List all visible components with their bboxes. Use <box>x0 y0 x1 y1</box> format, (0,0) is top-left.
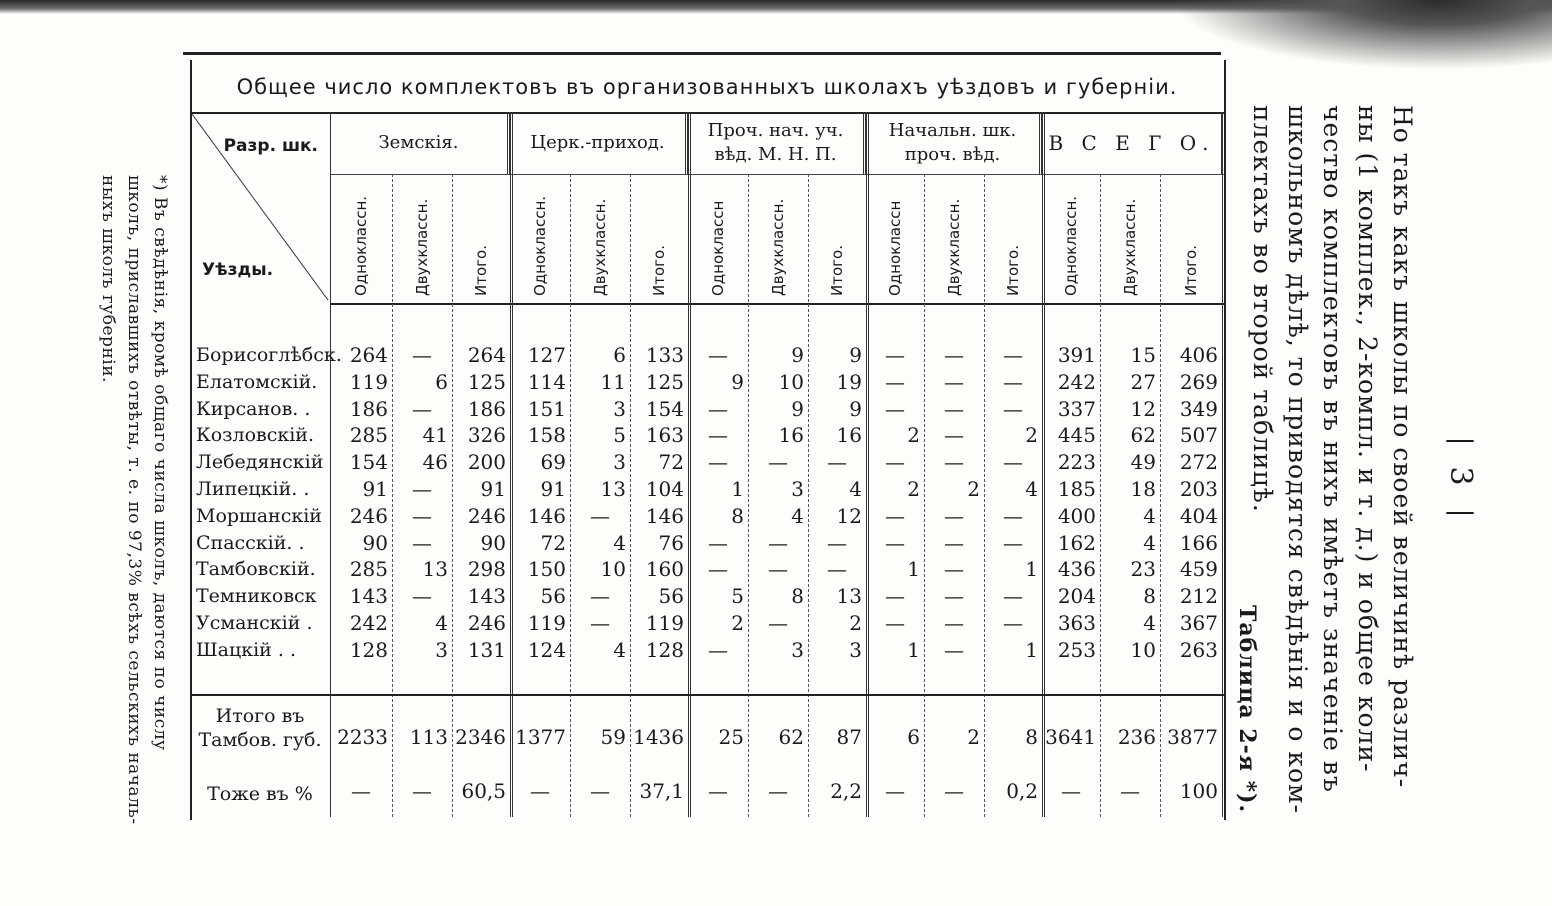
percent-cell: — <box>768 779 788 803</box>
table-cell: 4 <box>1143 611 1156 635</box>
column-rule <box>1222 112 1223 817</box>
table-cell: — <box>944 423 964 447</box>
subcolumn-label: Итого. <box>472 245 490 296</box>
table-cell: — <box>944 611 964 635</box>
table-cell: 10 <box>1130 638 1156 662</box>
table-cell: — <box>885 504 905 528</box>
table-cell: 404 <box>1179 504 1218 528</box>
table-cell: 162 <box>1057 531 1096 555</box>
body-line-3: чество комплектовъ въ нихъ имѣетъ значеніе въ <box>1318 105 1347 793</box>
total-cell: 62 <box>778 725 804 749</box>
percent-cell: 100 <box>1179 779 1218 803</box>
table-cell: — <box>768 531 788 555</box>
table-cell: 5 <box>613 423 626 447</box>
table-cell: 128 <box>645 638 684 662</box>
table-cell: 3 <box>849 638 862 662</box>
district-name: Козловскій. <box>196 424 315 446</box>
table-cell: 166 <box>1179 531 1218 555</box>
subcolumn-label: Двухклассн. <box>413 198 431 296</box>
table-cell: 186 <box>467 397 506 421</box>
table-cell: 146 <box>527 504 566 528</box>
table-cell: 76 <box>658 531 684 555</box>
table-cell: 186 <box>349 397 388 421</box>
table-cell: 4 <box>791 504 804 528</box>
table-cell: 154 <box>349 450 388 474</box>
table-cell: 326 <box>467 423 506 447</box>
table-cell: 3 <box>613 450 626 474</box>
table-caption: Таблица 2-я *). <box>1234 605 1260 814</box>
subcolumn-label: Итого. <box>1182 245 1200 296</box>
district-name: Шацкій . . <box>196 639 297 661</box>
table-cell: 349 <box>1179 397 1218 421</box>
table-cell: 9 <box>731 370 744 394</box>
table-cell: 263 <box>1179 638 1218 662</box>
table-cell: 391 <box>1057 343 1096 367</box>
table-cell: 9 <box>791 343 804 367</box>
table-cell: — <box>885 611 905 635</box>
table-cell: 272 <box>1179 450 1218 474</box>
table-cell: 242 <box>1057 370 1096 394</box>
district-name: Кирсанов. . <box>196 398 311 420</box>
table-cell: — <box>944 343 964 367</box>
table-cell: 125 <box>467 370 506 394</box>
table-cell: — <box>944 397 964 421</box>
table-cell: 10 <box>778 370 804 394</box>
table-cell: — <box>708 343 728 367</box>
subcolumn-label: Двухклассн. <box>769 198 787 296</box>
table-cell: 128 <box>349 638 388 662</box>
body-line-5: плектахъ во второй таблицѣ. <box>1248 105 1277 513</box>
table-cell: 6 <box>613 343 626 367</box>
table-cell: 246 <box>467 504 506 528</box>
table-cell: 18 <box>1130 477 1156 501</box>
percent-cell: 60,5 <box>461 779 506 803</box>
table-cell: 6 <box>435 370 448 394</box>
table-cell: — <box>708 397 728 421</box>
table-cell: 56 <box>540 584 566 608</box>
table-cell: 90 <box>362 531 388 555</box>
table-cell: — <box>1003 397 1023 421</box>
table-cell: 150 <box>527 557 566 581</box>
subcolumn-header <box>630 174 688 302</box>
table-cell: 1 <box>1025 638 1038 662</box>
table-cell: — <box>590 611 610 635</box>
table-cell: 23 <box>1130 557 1156 581</box>
group-header: Проч. нач. уч. вѣд. М. Н. П. <box>688 112 866 174</box>
table-cell: 158 <box>527 423 566 447</box>
table-cell: 203 <box>1179 477 1218 501</box>
table-cell: — <box>885 397 905 421</box>
table-cell: 3 <box>613 397 626 421</box>
subcolumn-label: Итого. <box>828 245 846 296</box>
percent-cell: — <box>708 779 728 803</box>
table-cell: — <box>1003 504 1023 528</box>
table-cell: — <box>412 531 432 555</box>
total-cell: 59 <box>600 725 626 749</box>
subcolumn-label: Одноклассн. <box>1062 195 1080 296</box>
table-cell: 119 <box>645 611 684 635</box>
table-cell: 27 <box>1130 370 1156 394</box>
table-cell: 4 <box>435 611 448 635</box>
table-cell: — <box>1003 584 1023 608</box>
table-cell: 367 <box>1179 611 1218 635</box>
table-cell: 264 <box>467 343 506 367</box>
table-corner <box>190 112 330 302</box>
table-cell: — <box>1003 343 1023 367</box>
percent-cell: — <box>885 779 905 803</box>
table-cell: — <box>944 638 964 662</box>
subcolumn-header <box>924 174 984 302</box>
table-cell: 285 <box>349 423 388 447</box>
district-name: Моршанскій <box>196 505 322 527</box>
page-number: — 3 — <box>1443 422 1478 529</box>
subcolumn-header <box>808 174 866 302</box>
table-cell: 119 <box>349 370 388 394</box>
district-name: Темниковск <box>196 585 317 607</box>
total-cell: 8 <box>1025 725 1038 749</box>
table-cell: 436 <box>1057 557 1096 581</box>
totals-rule <box>190 694 1224 696</box>
table-cell: 91 <box>480 477 506 501</box>
table-cell: 507 <box>1179 423 1218 447</box>
table-cell: — <box>944 504 964 528</box>
subcolumn-label: Двухклассн. <box>945 198 963 296</box>
body-line-2: ны (1 комплек., 2-компл. и т. д.) и общее коли- <box>1353 105 1382 773</box>
total-cell: 2233 <box>337 725 388 749</box>
percent-cell: — <box>1120 779 1140 803</box>
table-cell: 2 <box>1025 423 1038 447</box>
district-name: Липецкій. . <box>196 478 310 500</box>
table-cell: — <box>708 638 728 662</box>
table-cell: 125 <box>645 370 684 394</box>
table-cell: — <box>708 423 728 447</box>
subcolumn-label: Одноклассн. <box>352 195 370 296</box>
table-cell: — <box>1003 531 1023 555</box>
group-header: Земскія. <box>330 112 510 174</box>
table-cell: 4 <box>1143 531 1156 555</box>
percent-cell: 2,2 <box>830 779 862 803</box>
table-cell: — <box>1003 450 1023 474</box>
total-label-line-2: Тамбов. губ. <box>198 729 322 751</box>
subcolumn-label: Одноклассн. <box>531 195 549 296</box>
table-cell: 2 <box>907 477 920 501</box>
table-cell: 90 <box>480 531 506 555</box>
table-cell: 8 <box>791 584 804 608</box>
table-cell: 49 <box>1130 450 1156 474</box>
table-cell: — <box>768 611 788 635</box>
table-cell: 4 <box>849 477 862 501</box>
table-cell: 9 <box>791 397 804 421</box>
district-name: Тамбовскій. <box>196 558 316 580</box>
table-cell: 127 <box>527 343 566 367</box>
table-cell: 212 <box>1179 584 1218 608</box>
table-cell: 72 <box>540 531 566 555</box>
table-cell: 69 <box>540 450 566 474</box>
total-cell: 3877 <box>1167 725 1218 749</box>
table-cell: 3 <box>435 638 448 662</box>
table-cell: 143 <box>467 584 506 608</box>
table-top-rule <box>183 52 1221 55</box>
table-cell: 298 <box>467 557 506 581</box>
table-cell: — <box>412 504 432 528</box>
table-cell: 185 <box>1057 477 1096 501</box>
table-cell: 285 <box>349 557 388 581</box>
table-cell: 15 <box>1130 343 1156 367</box>
table-cell: 16 <box>836 423 862 447</box>
table-cell: 13 <box>836 584 862 608</box>
subcolumn-label: Итого. <box>1004 245 1022 296</box>
subcolumn-header <box>984 174 1042 302</box>
corner-label-category: Разр. шк. <box>223 136 318 156</box>
percent-cell: — <box>412 779 432 803</box>
table-cell: — <box>944 584 964 608</box>
total-cell: 1436 <box>633 725 684 749</box>
percent-cell: — <box>351 779 371 803</box>
table-cell: — <box>885 531 905 555</box>
table-cell: 11 <box>600 370 626 394</box>
table-cell: 9 <box>849 343 862 367</box>
percent-cell: 0,2 <box>1006 779 1038 803</box>
total-cell: 236 <box>1117 725 1156 749</box>
table-cell: 16 <box>778 423 804 447</box>
percent-label: Тоже въ % <box>207 783 313 805</box>
subcolumn-header <box>748 174 808 302</box>
table-cell: 9 <box>849 397 862 421</box>
table-cell: — <box>1003 370 1023 394</box>
table-cell: 154 <box>645 397 684 421</box>
table-cell: 363 <box>1057 611 1096 635</box>
subcolumn-header <box>510 174 570 302</box>
table-cell: 204 <box>1057 584 1096 608</box>
total-cell: 3641 <box>1045 725 1096 749</box>
body-line-1: Но такъ какъ школы по своей величинѣ различ- <box>1388 105 1417 789</box>
total-cell: 25 <box>718 725 744 749</box>
table-cell: — <box>885 584 905 608</box>
table-cell: — <box>1003 611 1023 635</box>
table-cell: — <box>412 584 432 608</box>
table-cell: 124 <box>527 638 566 662</box>
table-cell: 19 <box>836 370 862 394</box>
percent-cell: — <box>1061 779 1081 803</box>
table-cell: 337 <box>1057 397 1096 421</box>
table-cell: 8 <box>1143 584 1156 608</box>
subcolumn-header <box>452 174 510 302</box>
table-cell: 4 <box>1143 504 1156 528</box>
table-cell: — <box>590 504 610 528</box>
subcolumn-label: Одноклассн <box>709 200 727 296</box>
table-cell: 4 <box>613 531 626 555</box>
table-cell: 400 <box>1057 504 1096 528</box>
table-cell: 72 <box>658 450 684 474</box>
table-cell: — <box>768 557 788 581</box>
table-cell: 2 <box>907 423 920 447</box>
table-cell: — <box>768 450 788 474</box>
footnote-line-1: *) Въ свѣдѣнія, кромѣ общаго числа школъ, даются по числу <box>150 175 170 751</box>
table-cell: — <box>827 557 847 581</box>
table-cell: — <box>944 557 964 581</box>
table-cell: — <box>885 343 905 367</box>
total-cell: 6 <box>907 725 920 749</box>
table-cell: 13 <box>600 477 626 501</box>
table-cell: 200 <box>467 450 506 474</box>
table-cell: — <box>827 450 847 474</box>
table-cell: 133 <box>645 343 684 367</box>
subcolumn-label: Двухклассн. <box>1121 198 1139 296</box>
table-cell: 151 <box>527 397 566 421</box>
table-cell: 246 <box>467 611 506 635</box>
district-name: Усманскій . <box>196 612 313 634</box>
percent-cell: — <box>530 779 550 803</box>
subcolumn-header <box>570 174 630 302</box>
total-cell: 87 <box>836 725 862 749</box>
table-cell: — <box>708 557 728 581</box>
table-cell: 119 <box>527 611 566 635</box>
table-cell: 13 <box>422 557 448 581</box>
table-cell: 114 <box>527 370 566 394</box>
table-cell: — <box>708 531 728 555</box>
table-cell: 163 <box>645 423 684 447</box>
percent-cell: — <box>944 779 964 803</box>
body-line-4: школьномъ дѣлѣ, то приводятся свѣдѣнія и о ком- <box>1283 105 1312 814</box>
table-cell: 4 <box>613 638 626 662</box>
group-header: Церк.-приход. <box>510 112 688 174</box>
table-cell: — <box>885 370 905 394</box>
table-cell: — <box>708 450 728 474</box>
table-cell: 269 <box>1179 370 1218 394</box>
table-cell: — <box>944 450 964 474</box>
corner-label-district: Уѣзды. <box>202 260 274 280</box>
table-cell: — <box>944 531 964 555</box>
scan-corner-shadow <box>1172 0 1552 70</box>
footnote-line-3: ныхъ школъ губерніи. <box>98 175 118 383</box>
total-cell: 2346 <box>455 725 506 749</box>
table-cell: — <box>412 343 432 367</box>
subcolumn-label: Двухклассн. <box>591 198 609 296</box>
subcolumn-header <box>1160 174 1222 302</box>
table-cell: 160 <box>645 557 684 581</box>
district-name: Елатомскій. <box>196 371 318 393</box>
table-cell: 10 <box>600 557 626 581</box>
table-cell: 62 <box>1130 423 1156 447</box>
table-cell: 56 <box>658 584 684 608</box>
subcolumn-header <box>392 174 452 302</box>
table-cell: 41 <box>422 423 448 447</box>
table-cell: 131 <box>467 638 506 662</box>
subcolumn-header <box>1100 174 1160 302</box>
table-cell: 3 <box>791 477 804 501</box>
subcolumn-header <box>688 174 748 302</box>
table-cell: 2 <box>731 611 744 635</box>
total-cell: 2 <box>967 725 980 749</box>
table-cell: 146 <box>645 504 684 528</box>
table-cell: 91 <box>540 477 566 501</box>
percent-cell: — <box>590 779 610 803</box>
subcolumn-label: Одноклассн <box>886 200 904 296</box>
table-cell: 5 <box>731 584 744 608</box>
table-cell: 1 <box>907 638 920 662</box>
subcolumn-header <box>1042 174 1100 302</box>
group-header: В С Е Г О. <box>1042 112 1222 174</box>
table-cell: 46 <box>422 450 448 474</box>
district-name: Спасскій. . <box>196 532 305 554</box>
table-cell: 104 <box>645 477 684 501</box>
subcolumn-label: Итого. <box>650 245 668 296</box>
table-cell: 253 <box>1057 638 1096 662</box>
table-cell: 445 <box>1057 423 1096 447</box>
table-cell: 3 <box>791 638 804 662</box>
table-cell: 2 <box>967 477 980 501</box>
table-cell: 223 <box>1057 450 1096 474</box>
table-cell: — <box>944 370 964 394</box>
table-cell: 1 <box>907 557 920 581</box>
table-cell: — <box>412 397 432 421</box>
table-cell: 1 <box>1025 557 1038 581</box>
total-cell: 1377 <box>515 725 566 749</box>
table-cell: — <box>412 477 432 501</box>
table-cell: 406 <box>1179 343 1218 367</box>
total-cell: 113 <box>409 725 448 749</box>
table-cell: — <box>827 531 847 555</box>
table-cell: 242 <box>349 611 388 635</box>
table-title: Общее число комплектовъ въ организованныхъ школахъ уѣздовъ и губерніи. <box>190 62 1224 114</box>
table-cell: — <box>590 584 610 608</box>
table-cell: 459 <box>1179 557 1218 581</box>
table-cell: — <box>885 450 905 474</box>
group-header: Начальн. шк. проч. вѣд. <box>866 112 1042 174</box>
table-cell: 8 <box>731 504 744 528</box>
subcolumn-header <box>866 174 924 302</box>
district-name: Лебедянскій <box>196 451 324 473</box>
table-cell: 12 <box>1130 397 1156 421</box>
district-name: Борисоглѣбск. <box>196 344 342 366</box>
table-cell: 264 <box>349 343 388 367</box>
table-cell: 143 <box>349 584 388 608</box>
table-cell: 4 <box>1025 477 1038 501</box>
percent-cell: 37,1 <box>639 779 684 803</box>
footnote-line-2: школъ, приславшихъ отвѣты, т. е. по 97,3% всѣхъ сельскихъ началь- <box>124 175 144 825</box>
table-cell: 91 <box>362 477 388 501</box>
subcolumn-header <box>330 174 392 302</box>
table-cell: 1 <box>731 477 744 501</box>
table-cell: 246 <box>349 504 388 528</box>
table-cell: 2 <box>849 611 862 635</box>
total-label-line-1: Итого въ <box>215 705 305 727</box>
table-cell: 12 <box>836 504 862 528</box>
